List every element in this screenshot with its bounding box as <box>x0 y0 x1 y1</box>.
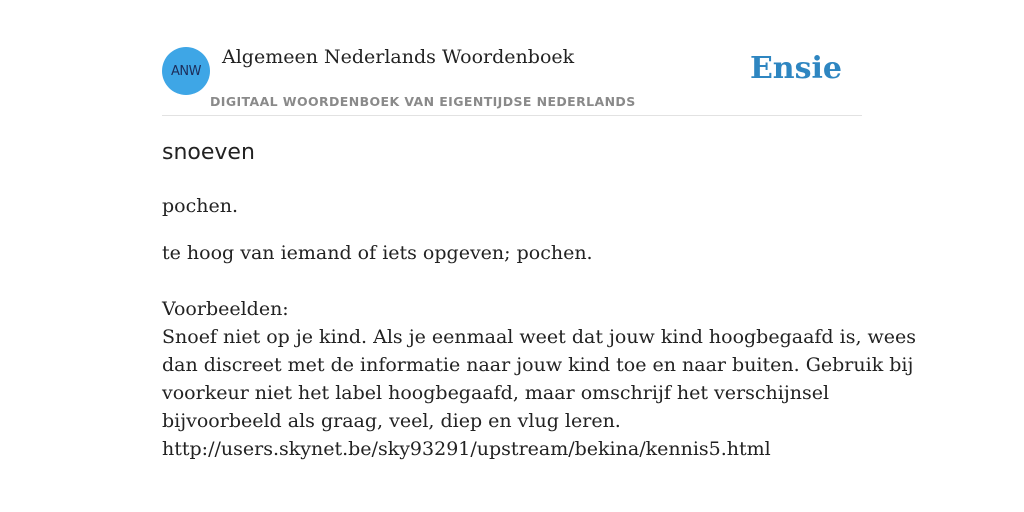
examples-label: Voorbeelden: <box>162 298 289 320</box>
examples-block <box>162 295 917 463</box>
source-url: http://users.skynet.be/sky93291/upstream/bekina/kennis5.html <box>162 438 771 460</box>
anw-logo[interactable] <box>162 47 210 95</box>
example-line: Snoef niet op je kind. Als je eenmaal weet dat jouw kind hoogbegaafd is, wees <box>162 326 917 348</box>
example-line: dan discreet met de informatie naar jouw kind toe en naar buiten. Gebruik bij <box>162 354 914 376</box>
short-definition: pochen. <box>162 195 238 217</box>
header <box>162 0 862 116</box>
headword: snoeven <box>162 140 255 165</box>
anw-logo-text: ANW <box>171 63 201 79</box>
long-definition: te hoog van iemand of iets opgeven; pochen. <box>162 242 593 264</box>
site-title[interactable]: Algemeen Nederlands Woordenboek <box>222 46 575 68</box>
ensie-brand-link[interactable]: Ensie <box>749 51 842 86</box>
page <box>162 0 917 512</box>
example-line: voorkeur niet het label hoogbegaafd, maar omschrijf het verschijnsel <box>162 382 830 404</box>
site-subtitle: DIGITAAL WOORDENBOEK VAN EIGENTIJDSE NEDERLANDS <box>210 94 636 109</box>
example-line: bijvoorbeeld als graag, veel, diep en vlug leren. <box>162 410 621 432</box>
